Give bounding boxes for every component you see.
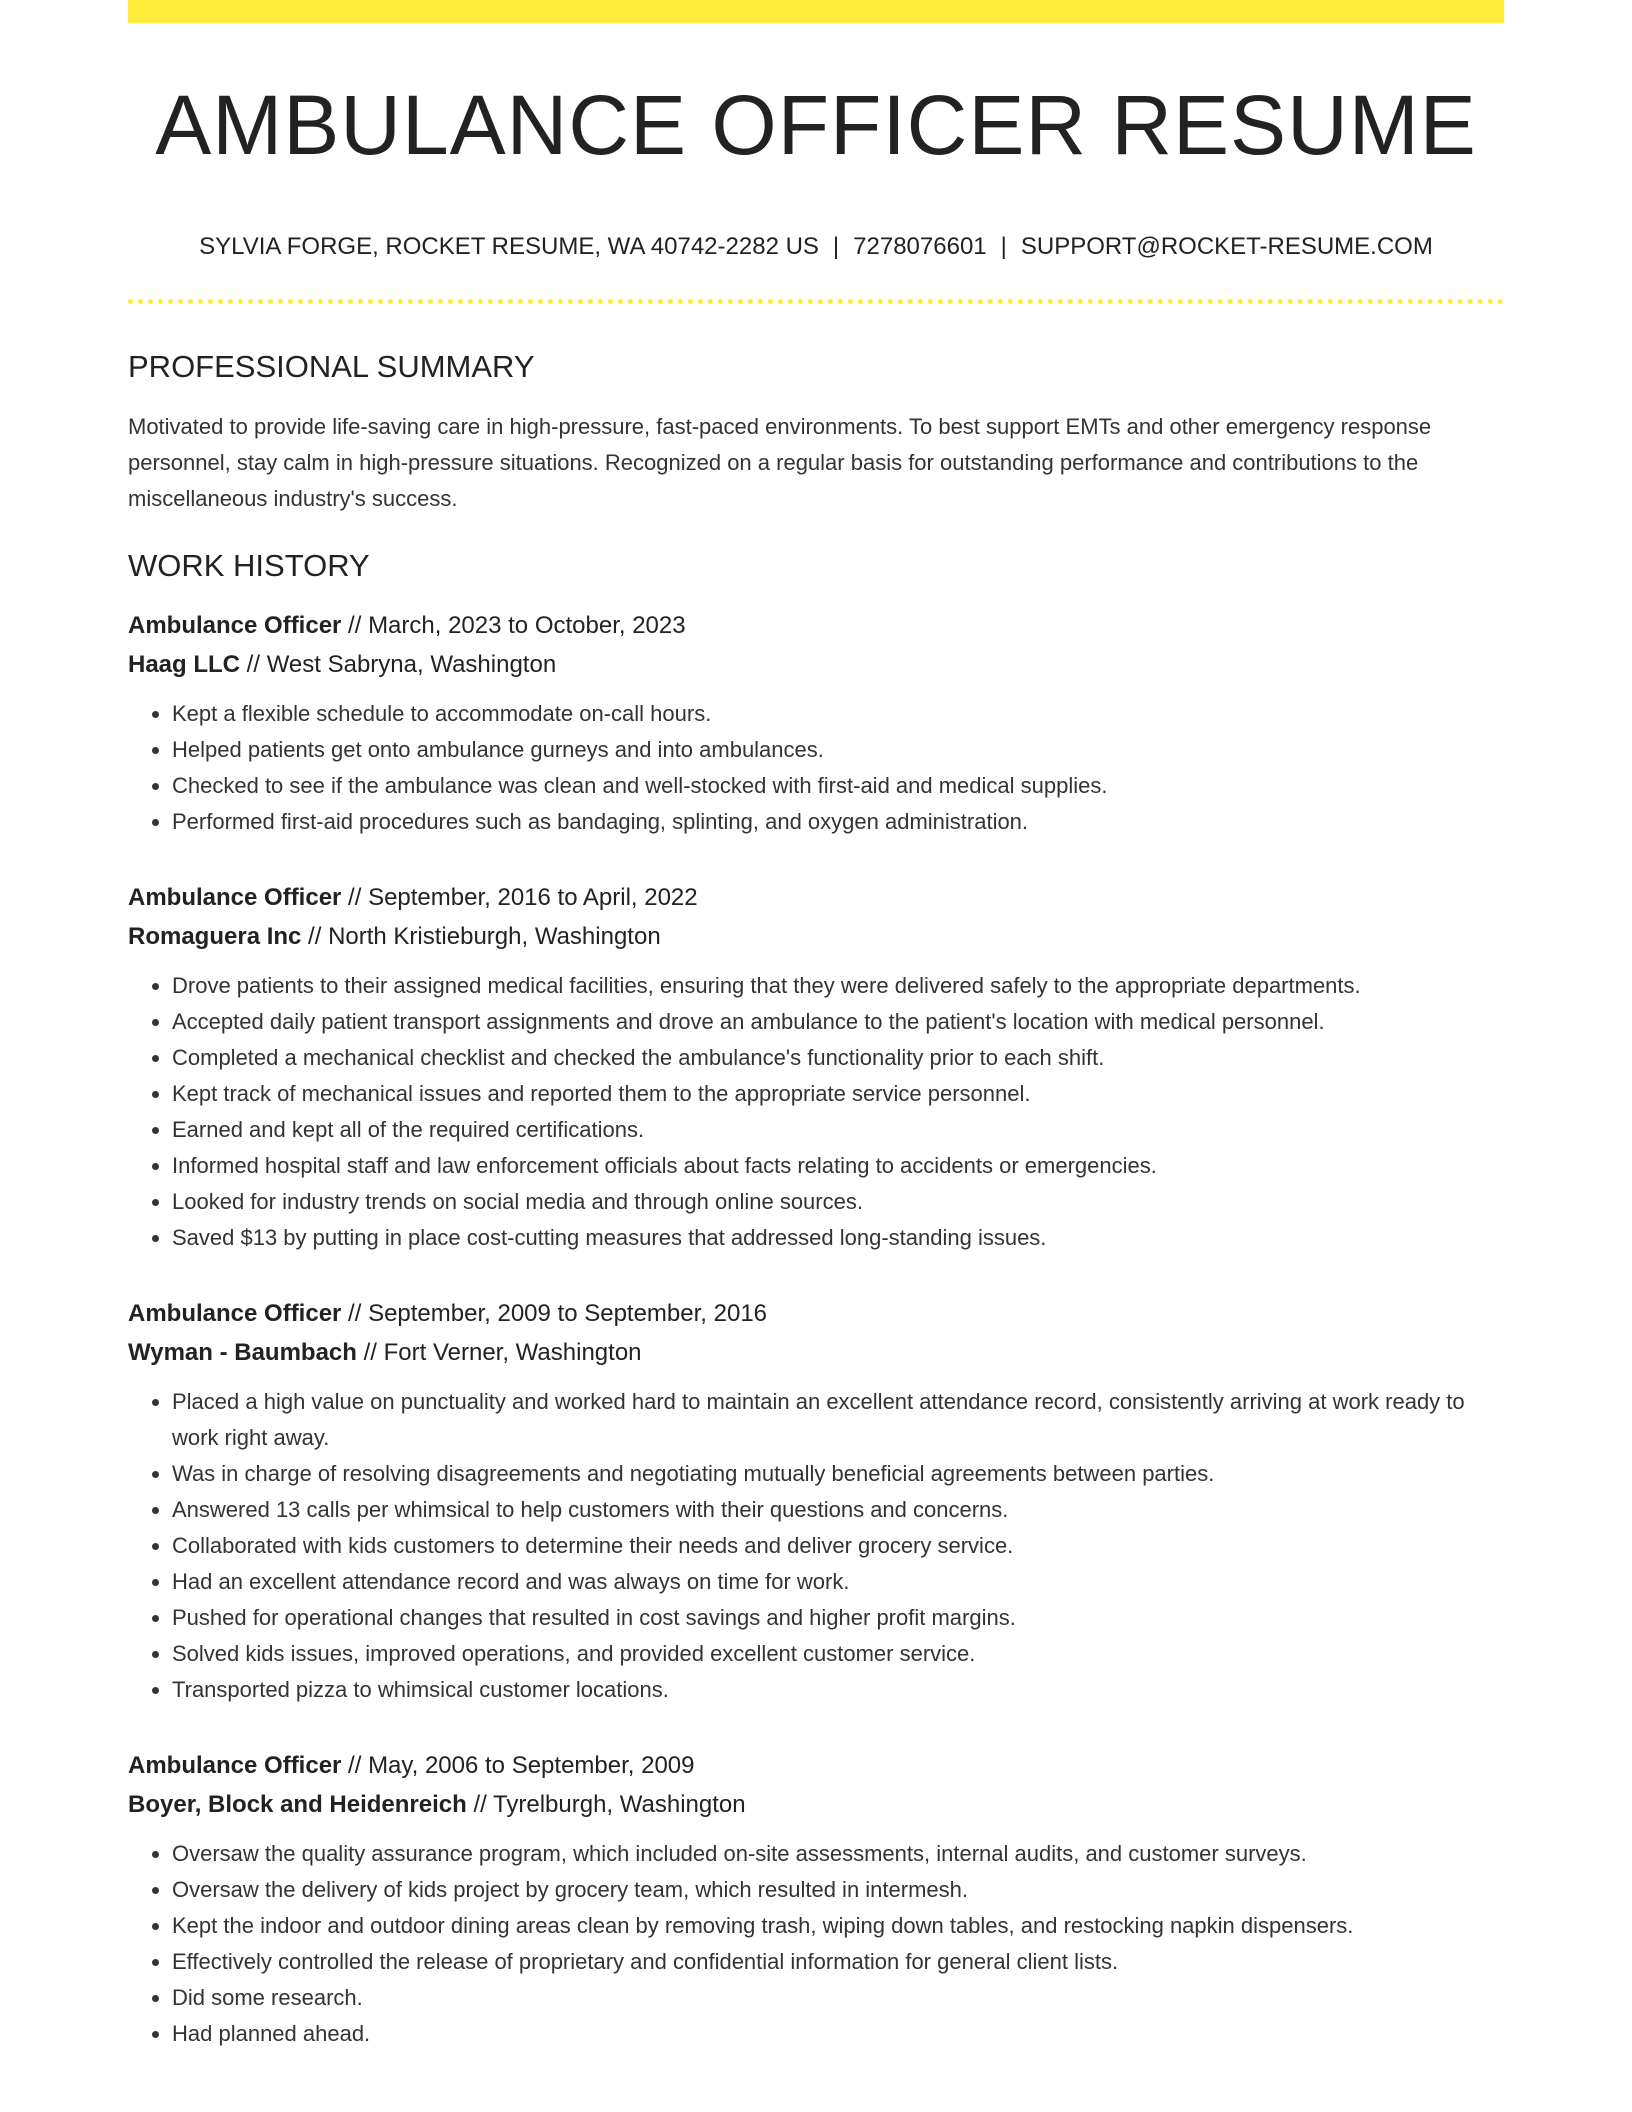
duty-item: • Saved $13 by putting in place cost-cutting measures that addressed long-standing issues.: [172, 1220, 1504, 1256]
duty-item: • Looked for industry trends on social media and through online sources.: [172, 1184, 1504, 1220]
top-accent-bar: [128, 0, 1504, 23]
job-company-line: [128, 645, 1504, 684]
duty-item: • Did some research.: [172, 1980, 1504, 2016]
duty-item: • Transported pizza to whimsical customer locations.: [172, 1672, 1504, 1708]
duty-item: • Oversaw the quality assurance program, which included on-site assessments, internal audits, and customer surveys.: [172, 1836, 1504, 1872]
contact-address: SYLVIA FORGE, ROCKET RESUME, WA 40742-2282 US: [199, 233, 819, 260]
job-dates: // March, 2023 to October, 2023: [341, 612, 686, 640]
contact-email: SUPPORT@ROCKET-RESUME.COM: [1020, 233, 1433, 260]
duty-item: • Earned and kept all of the required certifications.: [172, 1112, 1504, 1148]
job-entry: [128, 878, 1504, 1256]
job-title: Ambulance Officer: [128, 884, 342, 912]
duty-list: [128, 696, 1504, 840]
job-title: Ambulance Officer: [128, 1752, 342, 1780]
duty-item: • Solved kids issues, improved operations, and provided excellent customer service.: [172, 1636, 1504, 1672]
job-company: Haag LLC: [128, 651, 241, 679]
job-company-line: [128, 1785, 1504, 1824]
job-entry: [128, 1294, 1504, 1708]
contact-line: [128, 233, 1504, 261]
duty-item: • Informed hospital staff and law enforcement officials about facts relating to accidents or emergencies.: [172, 1148, 1504, 1184]
duty-item: • Had planned ahead.: [172, 2016, 1504, 2052]
duty-item: • Drove patients to their assigned medical facilities, ensuring that they were delivered safely to the appropriate departments.: [172, 968, 1504, 1004]
duty-list: [128, 968, 1504, 1256]
dotted-divider: [128, 299, 1504, 304]
duty-item: • Answered 13 calls per whimsical to help customers with their questions and concerns.: [172, 1492, 1504, 1528]
duty-item: • Placed a high value on punctuality and worked hard to maintain an excellent attendance record, consistently arriving at work ready to work right away.: [172, 1384, 1504, 1456]
duty-item: • Effectively controlled the release of proprietary and confidential information for general client lists.: [172, 1944, 1504, 1980]
duty-item: • Accepted daily patient transport assignments and drove an ambulance to the patient's location with medical personnel.: [172, 1004, 1504, 1040]
job-company: Wyman - Baumbach: [128, 1339, 357, 1367]
job-title: Ambulance Officer: [128, 612, 342, 640]
job-title-line: [128, 878, 1504, 917]
duty-item: • Checked to see if the ambulance was clean and well-stocked with first-aid and medical supplies.: [172, 768, 1504, 804]
job-title: Ambulance Officer: [128, 1300, 342, 1328]
job-entry: [128, 1746, 1504, 2052]
duty-item: • Kept the indoor and outdoor dining areas clean by removing trash, wiping down tables, and restocking napkin dispensers.: [172, 1908, 1504, 1944]
contact-separator: |: [832, 233, 840, 260]
duty-item: • Completed a mechanical checklist and checked the ambulance's functionality prior to each shift.: [172, 1040, 1504, 1076]
duty-item: • Pushed for operational changes that resulted in cost savings and higher profit margins.: [172, 1600, 1504, 1636]
duty-item: • Oversaw the delivery of kids project by grocery team, which resulted in intermesh.: [172, 1872, 1504, 1908]
duty-item: • Was in charge of resolving disagreements and negotiating mutually beneficial agreements between parties.: [172, 1456, 1504, 1492]
duty-list: [128, 1836, 1504, 2052]
job-entry: [128, 606, 1504, 840]
summary-text: Motivated to provide life-saving care in high-pressure, fast-paced environments. To best support EMTs and other emergency response personnel, stay calm in high-pressure situations. Recognized on a regular basis for outstanding performance and contributions to the miscellaneous industry's success.: [128, 414, 1432, 512]
duty-item: • Kept track of mechanical issues and reported them to the appropriate service personnel.: [172, 1076, 1504, 1112]
job-location: // West Sabryna, Washington: [240, 651, 557, 679]
job-dates: // September, 2016 to April, 2022: [341, 884, 698, 912]
work-history-heading: WORK HISTORY: [128, 548, 370, 584]
duty-item: • Kept a flexible schedule to accommodate on-call hours.: [172, 696, 1504, 732]
contact-separator: |: [1000, 233, 1007, 260]
job-dates: // September, 2009 to September, 2016: [341, 1300, 768, 1328]
duty-item: • Helped patients get onto ambulance gurneys and into ambulances.: [172, 732, 1504, 768]
duty-item: • Performed first-aid procedures such as bandaging, splinting, and oxygen administration.: [172, 804, 1504, 840]
resume-title: AMBULANCE OFFICER RESUME: [155, 78, 1477, 172]
job-company: Boyer, Block and Heidenreich: [128, 1791, 467, 1819]
summary-heading: PROFESSIONAL SUMMARY: [128, 349, 535, 384]
job-company-line: [128, 1333, 1504, 1372]
contact-phone: 7278076601: [853, 233, 987, 260]
job-title-line: [128, 606, 1504, 645]
duty-list: [128, 1384, 1504, 1708]
job-title-line: [128, 1746, 1504, 1785]
job-location: // Tyrelburgh, Washington: [466, 1791, 746, 1819]
job-company: Romaguera Inc: [128, 923, 302, 951]
job-location: // North Kristieburgh, Washington: [301, 923, 661, 951]
duty-item: • Had an excellent attendance record and was always on time for work.: [172, 1564, 1504, 1600]
job-company-line: [128, 917, 1504, 956]
duty-item: • Collaborated with kids customers to determine their needs and deliver grocery service.: [172, 1528, 1504, 1564]
resume-page: [128, 0, 1504, 2052]
job-location: // Fort Verner, Washington: [356, 1339, 642, 1367]
job-title-line: [128, 1294, 1504, 1333]
job-dates: // May, 2006 to September, 2009: [341, 1752, 695, 1780]
